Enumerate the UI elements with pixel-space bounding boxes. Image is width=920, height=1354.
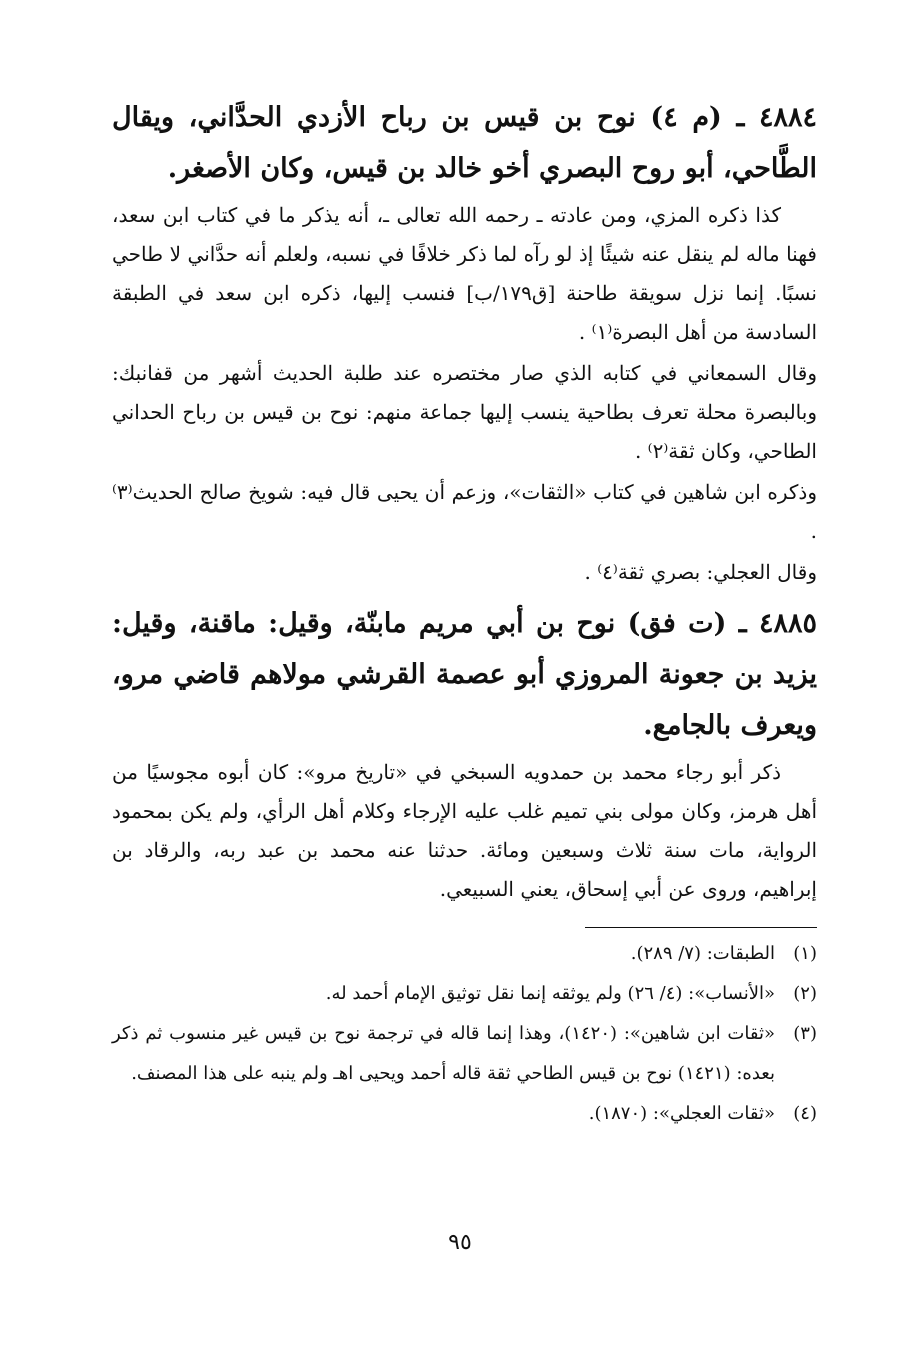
entry-paragraph: وذكره ابن شاهين في كتاب «الثقات»، وزعم أن يحيى قال فيه: شويخ صالح الحديث⁽٣⁾ . <box>112 480 817 543</box>
entry-4884 <box>112 92 817 592</box>
footnote <box>112 934 817 974</box>
entry-paragraph: وقال السمعاني في كتابه الذي صار مختصره عند طلبة الحديث أشهر من قفانبك: وبالبصرة محلة تعرف بطاحية ينسب إليها جماعة منهم: نوح بن قيس بن رباح الحداني الطاحي، وكان ثقة⁽٢⁾ . <box>112 361 817 463</box>
entry-heading: ٤٨٨٥ ـ (ت فق) نوح بن أبي مريم مابنّة، وقيل: ماقنة، وقيل: يزيد بن جعونة المروزي أبو عصمة القرشي مولاهم قاضي مرو، ويعرف بالجامع. <box>112 608 817 741</box>
entry-heading: ٤٨٨٤ ـ (م ٤) نوح بن قيس بن رباح الأزدي الحدَّاني، ويقال الطَّاحي، أبو روح البصري أخو خالد بن قيس، وكان الأصغر. <box>112 102 817 184</box>
footnote <box>112 974 817 1014</box>
footnote-text: «الأنساب»: (٤/ ٢٦) ولم يوثقه إنما نقل توثيق الإمام أحمد له. <box>325 983 775 1004</box>
footnote-text: «ثقات العجلي»: (١٨٧٠). <box>588 1103 775 1124</box>
entry-paragraph: ذكر أبو رجاء محمد بن حمدويه السبخي في «تاريخ مرو»: كان أبوه مجوسيًا من أهل هرمز، وكان مولى بني تميم غلب عليه الإرجاء وكلام أهل الرأي، ولم يكن بمحمود الرواية، مات سنة ثلاث وسبعين ومائة. حدثنا عنه محمد بن عبد ربه، والرقاد بن إبراهيم، وروى عن أبي إسحاق، يعني السبيعي. <box>112 760 817 901</box>
footnote-number: (٣) <box>793 1023 817 1044</box>
entry-4885 <box>112 598 817 909</box>
footnote-separator-wrap <box>112 927 817 928</box>
footnote-number: (٤) <box>793 1103 817 1124</box>
footnote-number: (٢) <box>793 983 817 1004</box>
page-number: ٩٥ <box>448 1230 472 1255</box>
entry-paragraph: وقال العجلي: بصري ثقة⁽٤⁾ . <box>584 560 817 584</box>
entry-paragraph: كذا ذكره المزي، ومن عادته ـ رحمه الله تعالى ـ، أنه يذكر ما في كتاب ابن سعد، فهنا ماله لم ينقل عنه شيئًا إذ لو رآه لما ذكر خلافًا في نسبه، ولعلم أنه حدَّاني لا طاحي نسبًا. إنما نزل سويقة طاحنة [ق١٧٩/ب] فنسب إليها، ذكره ابن سعد في الطبقة السادسة من أهل البصرة⁽١⁾ . <box>112 203 817 344</box>
footnote <box>112 1094 817 1134</box>
footnote-separator <box>585 927 817 928</box>
footnote <box>112 1014 817 1094</box>
footnote-text: الطبقات: (٧/ ٢٨٩). <box>630 943 775 964</box>
footnotes <box>112 934 817 1134</box>
footnote-text: «ثقات ابن شاهين»: (١٤٢٠)، وهذا إنما قاله في ترجمة نوح بن قيس غير منسوب ثم ذكر بعده: (١٤٢١) نوح بن قيس الطاحي ثقة قاله أحمد ويحيى اهـ ولم ينبه على هذا المصنف. <box>112 1023 775 1084</box>
footnote-number: (١) <box>793 943 817 964</box>
